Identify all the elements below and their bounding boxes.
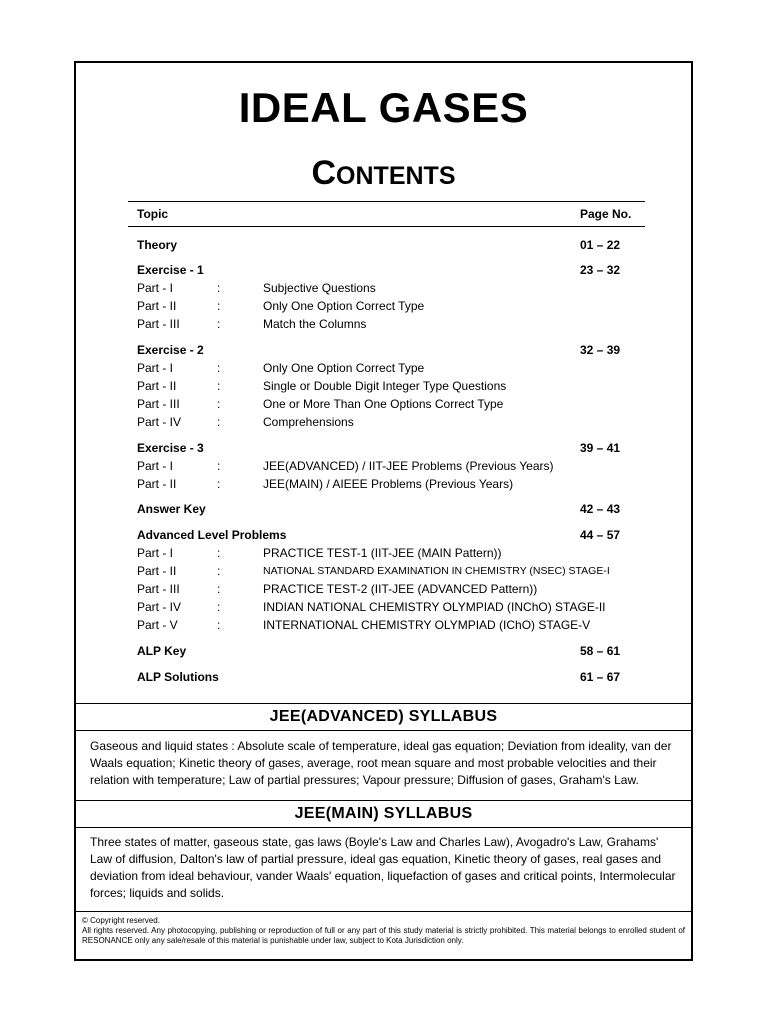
toc-row — [128, 395, 645, 413]
toc-entry-description: One or More Than One Options Correct Type — [263, 397, 504, 411]
toc-entry-name: Part - IV — [137, 600, 182, 614]
toc-entry-description: NATIONAL STANDARD EXAMINATION IN CHEMISTRY (NSEC) STAGE-I — [263, 565, 610, 577]
toc-row — [128, 341, 645, 359]
toc-row — [128, 236, 645, 254]
toc-row — [128, 544, 645, 562]
toc-entry-description: Comprehensions — [263, 415, 354, 429]
toc-row — [128, 616, 645, 634]
toc-entry-colon: : — [217, 361, 221, 375]
jee-main-syllabus-heading: JEE(MAIN) SYLLABUS — [76, 800, 691, 828]
toc-entry-name: Part - V — [137, 618, 178, 632]
toc-row — [128, 359, 645, 377]
jee-advanced-syllabus-text: Gaseous and liquid states : Absolute scale of temperature, ideal gas equation; Deviation from ideality, van der Waals equation; Kinetic theory of gases, average, root mean square and most probable velocities and their relation with temperature; Law of partial pressures; Vapour pressure; Diffusion of gases, Graham's Law. — [90, 739, 672, 787]
toc-row — [128, 439, 645, 457]
toc-row — [128, 261, 645, 279]
toc-entry-description: Single or Double Digit Integer Type Questions — [263, 379, 507, 393]
toc-entry-colon: : — [217, 415, 221, 429]
toc-entry-description: JEE(MAIN) / AIEEE Problems (Previous Years) — [263, 477, 514, 491]
toc-row — [128, 562, 645, 580]
toc-topic-header: Topic — [137, 207, 169, 221]
toc-entry-colon: : — [217, 564, 221, 578]
toc-row — [128, 668, 645, 686]
toc-entry-name: Part - I — [137, 361, 174, 375]
toc-row — [128, 457, 645, 475]
toc-entry-description: INTERNATIONAL CHEMISTRY OLYMPIAD (IChO) STAGE-V — [263, 618, 591, 632]
toc-row — [128, 500, 645, 518]
toc-entry-colon: : — [217, 317, 221, 331]
toc-page-header: Page No. — [580, 207, 632, 221]
toc-entry-colon: : — [217, 600, 221, 614]
toc-entry-name: Part - II — [137, 477, 177, 491]
jee-advanced-syllabus-heading: JEE(ADVANCED) SYLLABUS — [76, 703, 691, 731]
toc-entry-pages: 23 – 32 — [580, 263, 621, 277]
toc-entry-name: Exercise - 1 — [137, 263, 204, 277]
toc-entry-name: Part - IV — [137, 415, 182, 429]
toc-entry-name: Exercise - 3 — [137, 441, 204, 455]
toc-entry-description: PRACTICE TEST-2 (IIT-JEE (ADVANCED Pattern)) — [263, 582, 538, 596]
toc-entry-colon: : — [217, 459, 221, 473]
toc-entry-colon: : — [217, 477, 221, 491]
toc-row — [128, 297, 645, 315]
toc-entry-description: JEE(ADVANCED) / IIT-JEE Problems (Previous Years) — [263, 459, 554, 473]
toc-entry-pages: 32 – 39 — [580, 343, 621, 357]
contents-heading — [76, 153, 691, 200]
toc-entry-pages: 58 – 61 — [580, 644, 621, 658]
toc-entry-colon: : — [217, 397, 221, 411]
toc-entry-name: Part - I — [137, 459, 174, 473]
toc-entry-name: Part - II — [137, 379, 177, 393]
toc-entry-name: Part - I — [137, 281, 174, 295]
copyright-line: © Copyright reserved. — [82, 916, 160, 925]
toc-entry-name: ALP Solutions — [137, 670, 219, 684]
toc-entry-pages: 01 – 22 — [580, 238, 621, 252]
copyright-footer — [76, 911, 691, 946]
toc-entry-name: Part - III — [137, 397, 180, 411]
toc-entry-name: Part - I — [137, 546, 174, 560]
toc-entry-description: Match the Columns — [263, 317, 367, 331]
toc-row — [128, 377, 645, 395]
toc-row — [128, 642, 645, 660]
toc-entry-name: Theory — [137, 238, 178, 252]
contents-heading-initial: C — [311, 154, 337, 192]
toc-header — [128, 202, 645, 227]
toc-entry-pages: 39 – 41 — [580, 441, 621, 455]
document-title: IDEAL GASES — [238, 84, 529, 131]
toc-entry-pages: 61 – 67 — [580, 670, 621, 684]
toc-entry-name: Part - III — [137, 582, 180, 596]
toc-row — [128, 315, 645, 333]
toc-entry-name: Advanced Level Problems — [137, 528, 287, 542]
toc-entry-name: Exercise - 2 — [137, 343, 204, 357]
toc-entry-name: Part - III — [137, 317, 180, 331]
toc-entry-colon: : — [217, 379, 221, 393]
toc-entry-description: INDIAN NATIONAL CHEMISTRY OLYMPIAD (INChO) STAGE-II — [263, 600, 606, 614]
toc-entry-name: Part - II — [137, 564, 177, 578]
toc-row — [128, 598, 645, 616]
toc-entry-name: Answer Key — [137, 502, 206, 516]
toc-entry-name: Part - II — [137, 299, 177, 313]
toc-entry-colon: : — [217, 299, 221, 313]
toc-row — [128, 413, 645, 431]
toc-entry-colon: : — [217, 281, 221, 295]
toc-entry-colon: : — [217, 582, 221, 596]
jee-main-syllabus-text: Three states of matter, gaseous state, gas laws (Boyle's Law and Charles Law), Avogadro's Law, Grahams' Law of diffusion, Dalton's law of partial pressure, ideal gas equation, Kinetic theory of gases, real gases and deviation from ideal behaviour, vander Waals' equation, liquefaction of gases and critical points, Intermolecular forces; liquids and solids. — [90, 835, 676, 900]
contents-heading-rest: ONTENTS — [336, 162, 456, 190]
toc-entry-description: PRACTICE TEST-1 (IIT-JEE (MAIN Pattern)) — [263, 546, 502, 560]
toc-entry-name: ALP Key — [137, 644, 187, 658]
toc-entry-description: Only One Option Correct Type — [263, 299, 425, 313]
toc-row — [128, 279, 645, 297]
toc-entry-pages: 42 – 43 — [580, 502, 621, 516]
toc-row — [128, 526, 645, 544]
table-of-contents — [128, 201, 645, 684]
toc-entry-description: Only One Option Correct Type — [263, 361, 425, 375]
toc-entry-colon: : — [217, 546, 221, 560]
toc-row — [128, 580, 645, 598]
toc-entry-pages: 44 – 57 — [580, 528, 621, 542]
toc-entry-colon: : — [217, 618, 221, 632]
toc-entry-description: Subjective Questions — [263, 281, 376, 295]
toc-row — [128, 475, 645, 493]
copyright-notice: All rights reserved. Any photocopying, publishing or reproduction of full or any part of this study material is strictly prohibited. This material belongs to enrolled student of RESONANCE only any sale/resale of this material is punishable under law, subject to Kota Jurisdiction only. — [82, 926, 685, 945]
document-frame — [74, 61, 693, 961]
